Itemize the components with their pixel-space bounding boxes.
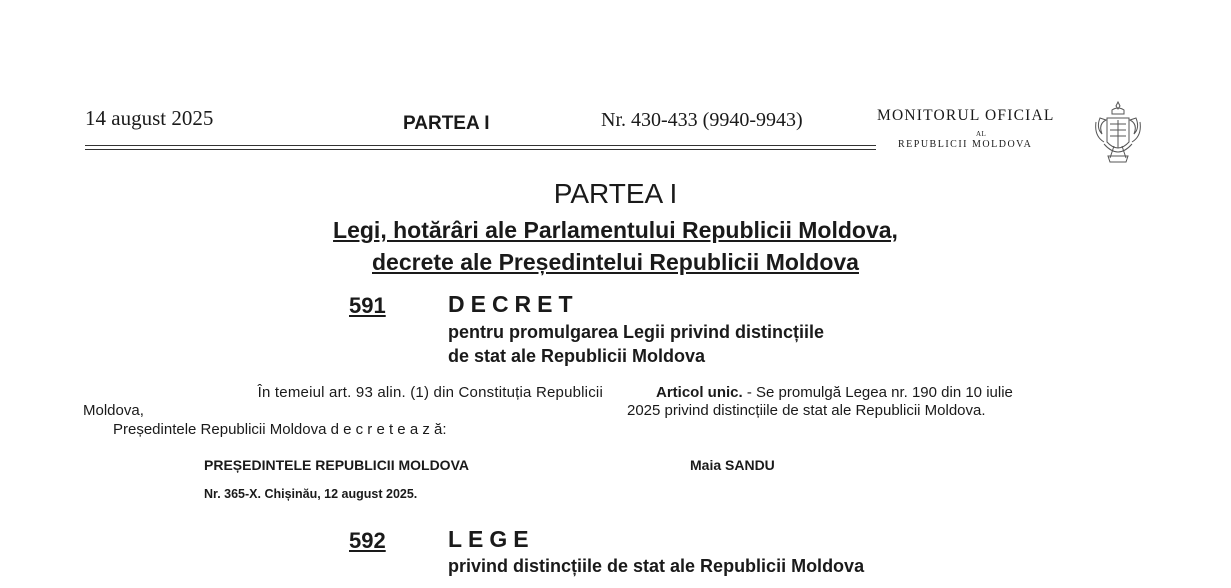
law-kind: LEGE [448, 526, 535, 552]
decree-place-date: Nr. 365-X. Chișinău, 12 august 2025. [204, 487, 418, 501]
article-text-line1: - Se promulgă Legea nr. 190 din 10 iulie [742, 384, 1013, 401]
decree-decrees: Președintele Republicii Moldova d e c r e t e a z ă: [113, 421, 447, 438]
signatory-name: Maia SANDU [690, 457, 775, 473]
law-number: 592 [349, 528, 386, 553]
decree-title-line1: pentru promulgarea Legii privind distincțiile [448, 322, 825, 342]
decree-kind: DECRET [448, 291, 579, 317]
issue-number: Nr. 430-433 (9940-9943) [601, 109, 803, 131]
decree-basis-line2: Moldova, [83, 402, 144, 419]
issue-date: 14 august 2025 [85, 106, 214, 130]
publication-country: REPUBLICII MOLDOVA [898, 139, 1033, 150]
decree-number: 591 [349, 293, 386, 318]
publication-name: MONITORUL OFICIAL [877, 107, 1055, 124]
header-part: PARTEA I [403, 113, 490, 134]
section-subtitle-line2: decrete ale Președintelui Republicii Moldova [372, 249, 859, 275]
decree-basis-line1: În temeiul art. 93 alin. (1) din Constituția Republicii [257, 384, 603, 401]
decree-title-line2: de stat ale Republicii Moldova [448, 346, 706, 366]
coat-of-arms-icon [1092, 100, 1144, 166]
article-text-line2: 2025 privind distincțiile de stat ale Republicii Moldova. [627, 402, 986, 419]
section-subtitle-line1: Legi, hotărâri ale Parlamentului Republicii Moldova, [333, 217, 898, 243]
decree-article [656, 384, 1013, 401]
signatory-title: PREȘEDINTELE REPUBLICII MOLDOVA [204, 457, 469, 473]
publication-al: AL [976, 130, 987, 138]
article-label: Articol unic. [656, 384, 743, 401]
header-rule-bottom [85, 149, 876, 150]
header-rule-top [85, 145, 876, 146]
law-title: privind distincțiile de stat ale Republicii Moldova [448, 556, 865, 576]
section-title: PARTEA I [553, 178, 678, 209]
